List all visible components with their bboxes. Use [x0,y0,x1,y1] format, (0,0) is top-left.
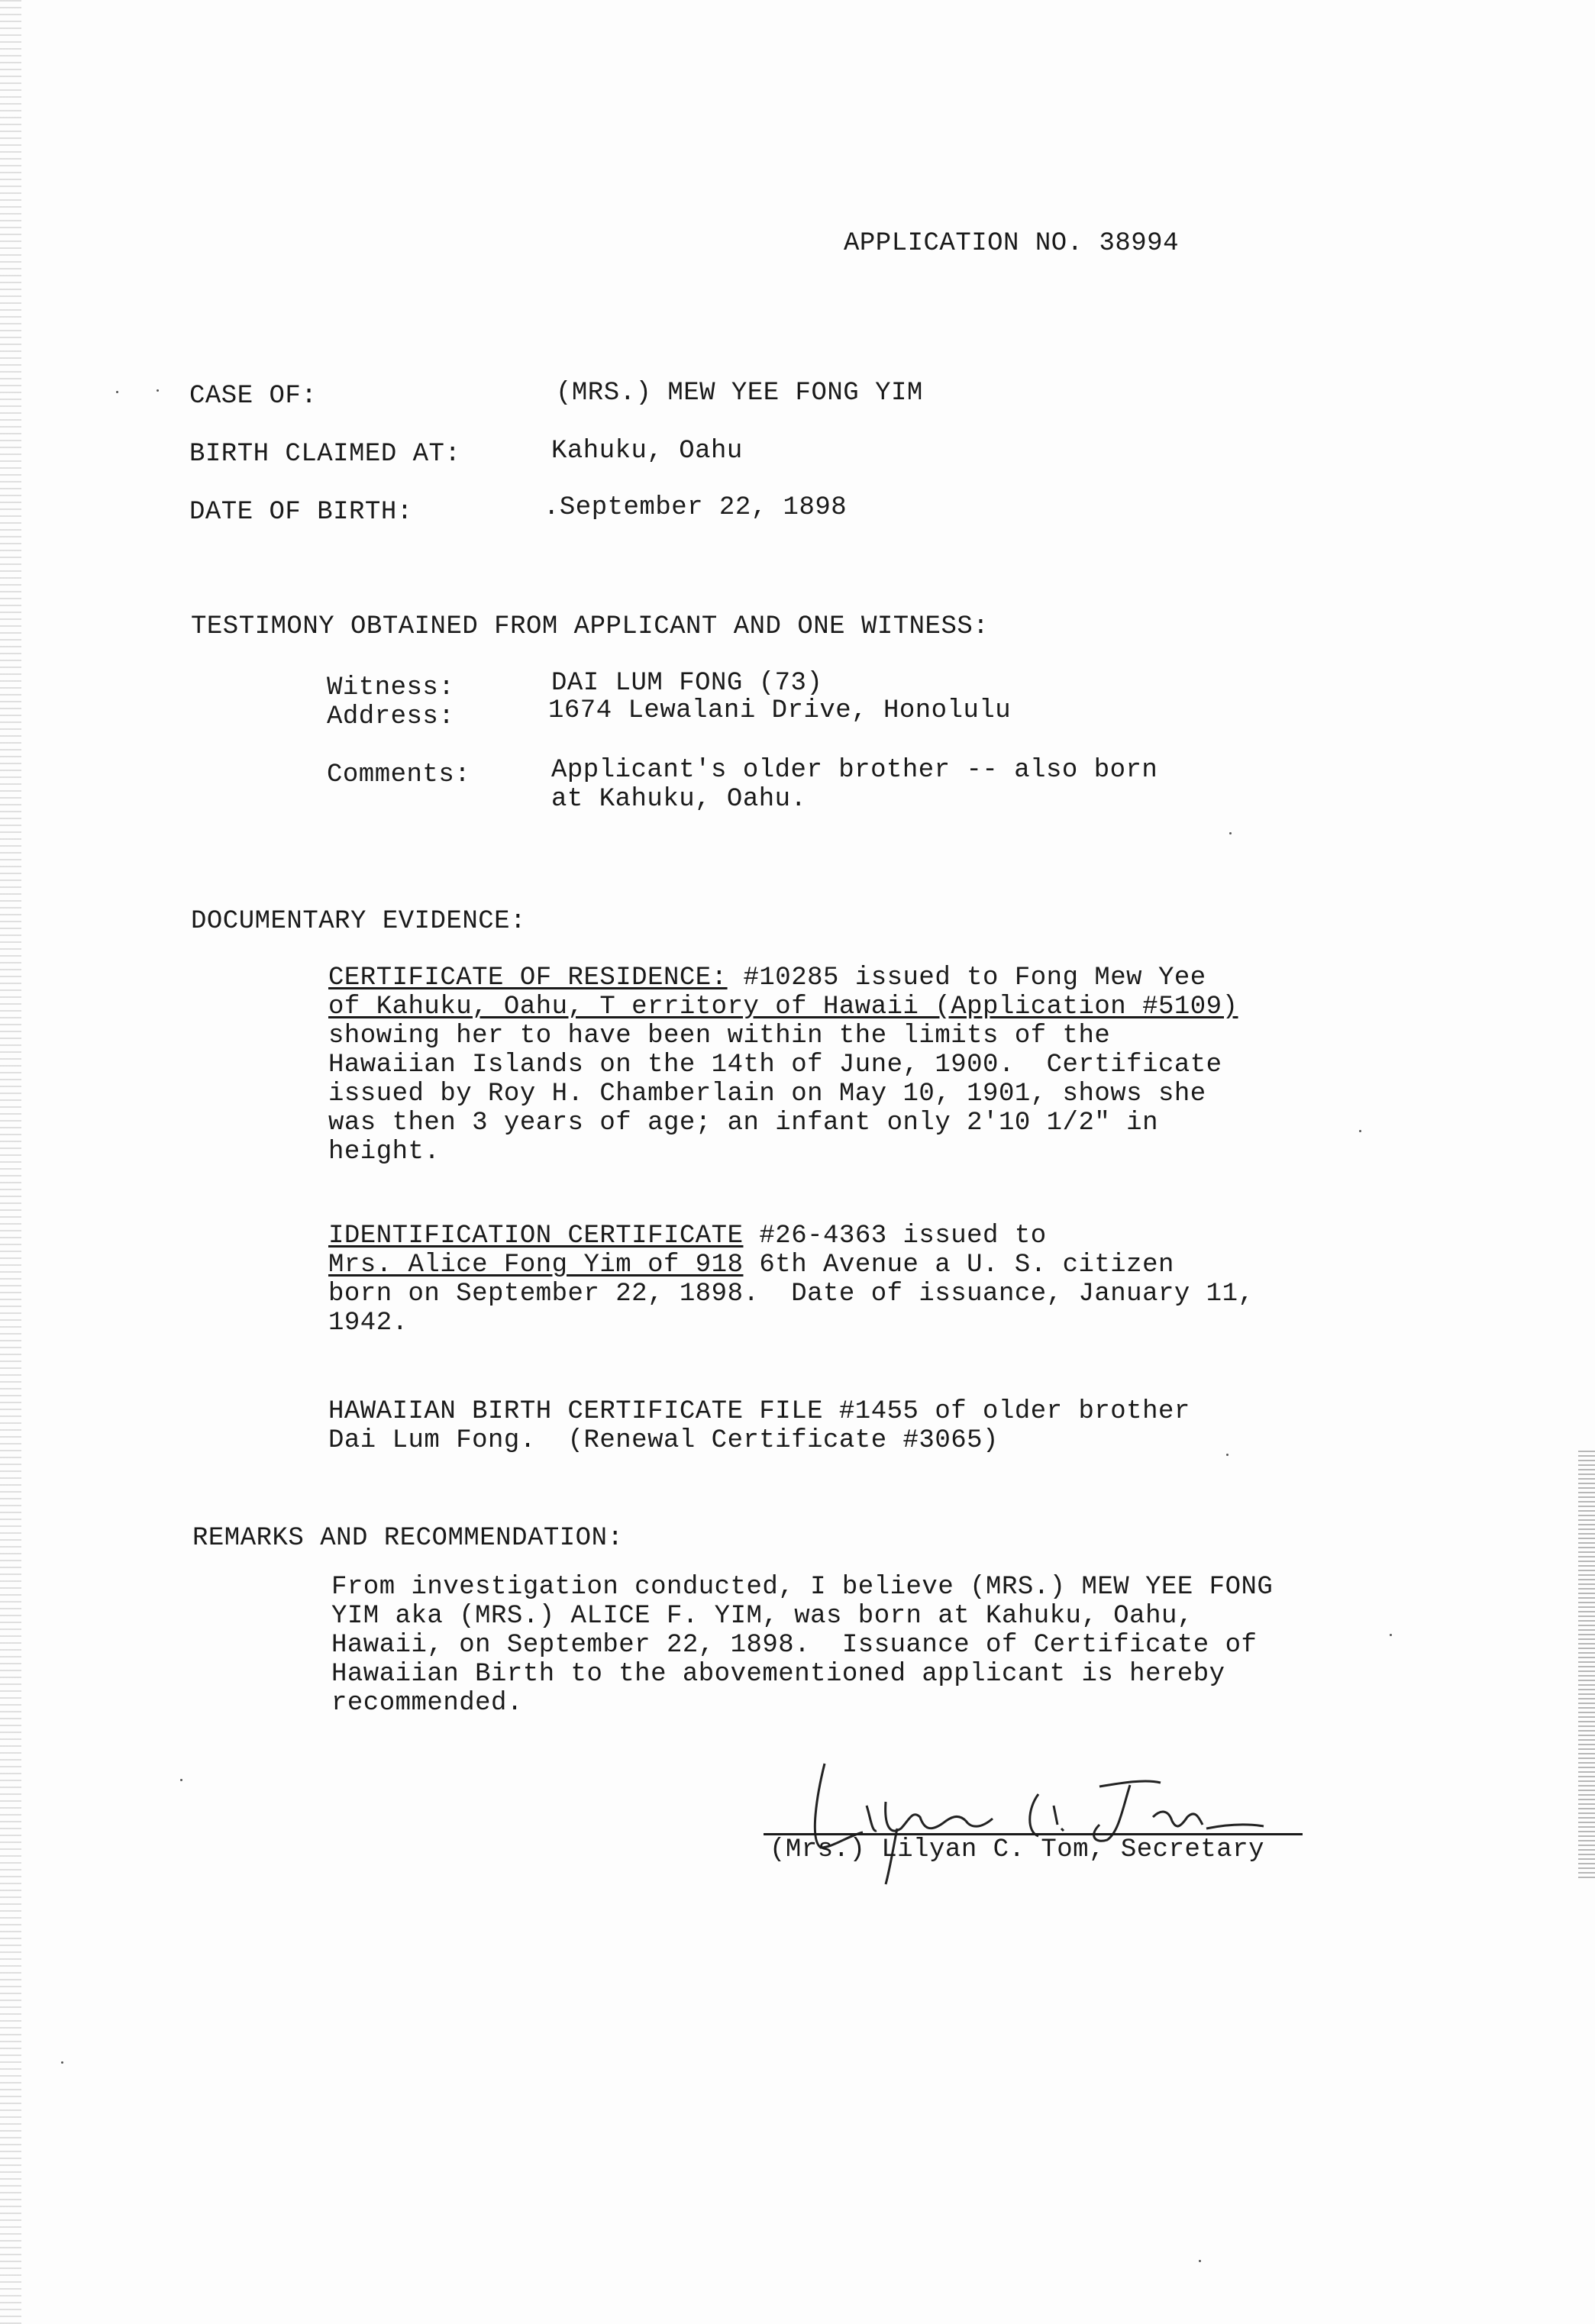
witness-label: Witness: [327,673,455,702]
residence-line: height. [328,1138,441,1167]
scan-speck [1359,1130,1361,1132]
residence-certificate-title: CERTIFICATE OF RESIDENCE: [328,963,728,993]
comments-line: at Kahuku, Oahu. [551,785,807,814]
identification-second-line: Mrs. Alice Fong Yim of 918 6th Avenue a U. S. citizen [328,1251,1174,1280]
birth-claimed-label: BIRTH CLAIMED AT: [189,440,461,469]
case-of-value: (MRS.) MEW YEE FONG YIM [556,379,923,408]
remarks-line: Hawaii, on September 22, 1898. Issuance of Certificate of [331,1631,1258,1660]
remarks-line: recommended. [331,1689,523,1718]
scan-speck [61,2061,63,2064]
case-of-label: CASE OF: [189,382,318,411]
scan-speck [180,1779,182,1781]
testimony-heading: TESTIMONY OBTAINED FROM APPLICANT AND ONE WITNESS: [191,612,990,641]
application-number: APPLICATION NO. 38994 [844,229,1179,258]
residence-line: showing her to have been within the limits of the [328,1022,1111,1051]
scan-edge-right [1578,1451,1595,1878]
residence-line: of Kahuku, Oahu, T erritory of Hawaii (Application #5109) [328,993,1238,1022]
scan-speck [1390,1634,1392,1636]
identification-first-line: IDENTIFICATION CERTIFICATE #26-4363 issued to [328,1222,1047,1251]
residence-line: issued by Roy H. Chamberlain on May 10, 1901, shows she [328,1080,1206,1109]
residence-line: was then 3 years of age; an infant only 2'10 1/2" in [328,1109,1158,1138]
remarks-line: Hawaiian Birth to the abovementioned applicant is hereby [331,1660,1225,1689]
scan-edge-left [0,0,21,2324]
birth-certificate-file-line: HAWAIIAN BIRTH CERTIFICATE FILE #1455 of older brother [328,1397,1190,1426]
identification-certificate-title: IDENTIFICATION CERTIFICATE [328,1222,744,1251]
remarks-line: YIM aka (MRS.) ALICE F. YIM, was born at Kahuku, Oahu, [331,1602,1193,1631]
residence-line: Hawaiian Islands on the 14th of June, 1900. Certificate [328,1051,1222,1080]
birth-certificate-file-line: Dai Lum Fong. (Renewal Certificate #3065) [328,1426,999,1455]
scan-speck [1199,2260,1201,2262]
documentary-heading: DOCUMENTARY EVIDENCE: [191,907,526,936]
scan-speck [157,389,159,392]
scan-speck [116,391,118,393]
signer-name: (Mrs.) Lilyan C. Tom, Secretary [770,1835,1265,1864]
address-label: Address: [327,702,455,731]
identification-line: 1942. [328,1309,408,1338]
scan-speck [1226,1454,1229,1456]
residence-first-line: CERTIFICATE OF RESIDENCE: #10285 issued to Fong Mew Yee [328,963,1206,993]
remarks-heading: REMARKS AND RECOMMENDATION: [192,1524,624,1553]
date-of-birth-value: .September 22, 1898 [544,493,848,522]
comments-label: Comments: [327,760,471,789]
identification-line: born on September 22, 1898. Date of issuance, January 11, [328,1280,1254,1309]
birth-claimed-value: Kahuku, Oahu [551,437,743,466]
comments-line: Applicant's older brother -- also born [551,756,1158,785]
witness-value: DAI LUM FONG (73) [551,669,823,698]
remarks-line: From investigation conducted, I believe (MRS.) MEW YEE FONG [331,1573,1274,1602]
scan-speck [1229,832,1232,834]
address-value: 1674 Lewalani Drive, Honolulu [548,696,1012,725]
date-of-birth-label: DATE OF BIRTH: [189,498,413,527]
